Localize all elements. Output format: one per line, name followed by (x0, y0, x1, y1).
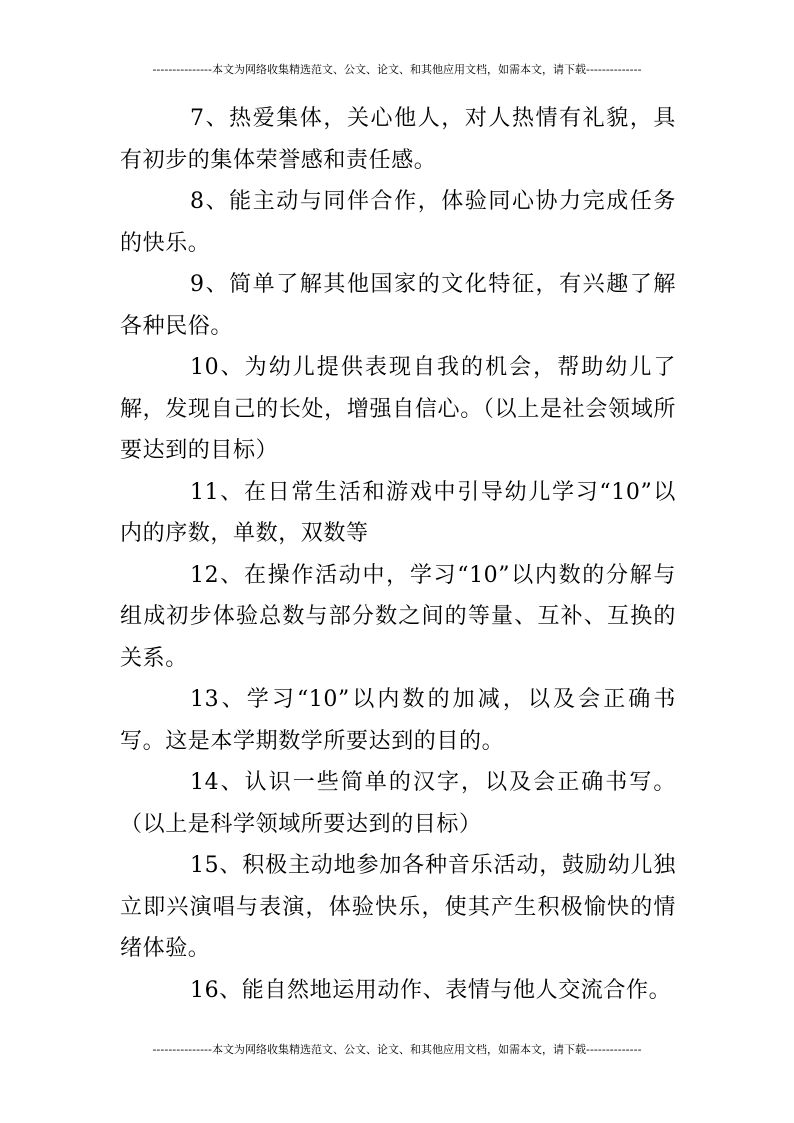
paragraph-8: 8、能主动与同伴合作，体验同心协力完成任务的快乐。 (120, 189, 676, 256)
paragraph-16: 16、能自然地运用动作、表情与他人交流合作。 (190, 977, 672, 1003)
paragraph-11: 11、在日常生活和游戏中引导幼儿学习“10”以内的序数，单数，双数等 (120, 479, 676, 546)
paragraph-7: 7、热爱集体，关心他人，对人热情有礼貌，具有初步的集体荣誉感和责任感。 (120, 106, 676, 173)
paragraph-13: 13、学习“10”以内数的加减，以及会正确书写。这是本学期数学所要达到的目的。 (120, 687, 676, 754)
document-body (120, 98, 676, 1011)
paragraph-15: 15、积极主动地参加各种音乐活动，鼓励幼儿独立即兴演唱与表演，体验快乐，使其产生积极愉快的情绪体验。 (120, 853, 676, 961)
page-footer: ---------------本文为网络收集精选范文、公文、论文、和其他应用文档，如需本文，请下载-------------- (152, 1043, 642, 1056)
paragraph-9: 9、简单了解其他国家的文化特征，有兴趣了解各种民俗。 (120, 272, 676, 339)
page-header: ---------------本文为网络收集精选范文、公文、论文、和其他应用文档，如需本文，请下载-------------- (152, 63, 642, 76)
paragraph-12: 12、在操作活动中，学习“10”以内数的分解与组成初步体验总数与部分数之间的等量、互补、互换的关系。 (120, 562, 676, 671)
paragraph-10: 10、为幼儿提供表现自我的机会，帮助幼儿了解，发现自己的长处，增强自信心。（以上是社会领域所要达到的目标） (120, 355, 676, 463)
paragraph-14: 14、认识一些简单的汉字，以及会正确书写。（以上是科学领域所要达到的目标） (120, 770, 676, 837)
